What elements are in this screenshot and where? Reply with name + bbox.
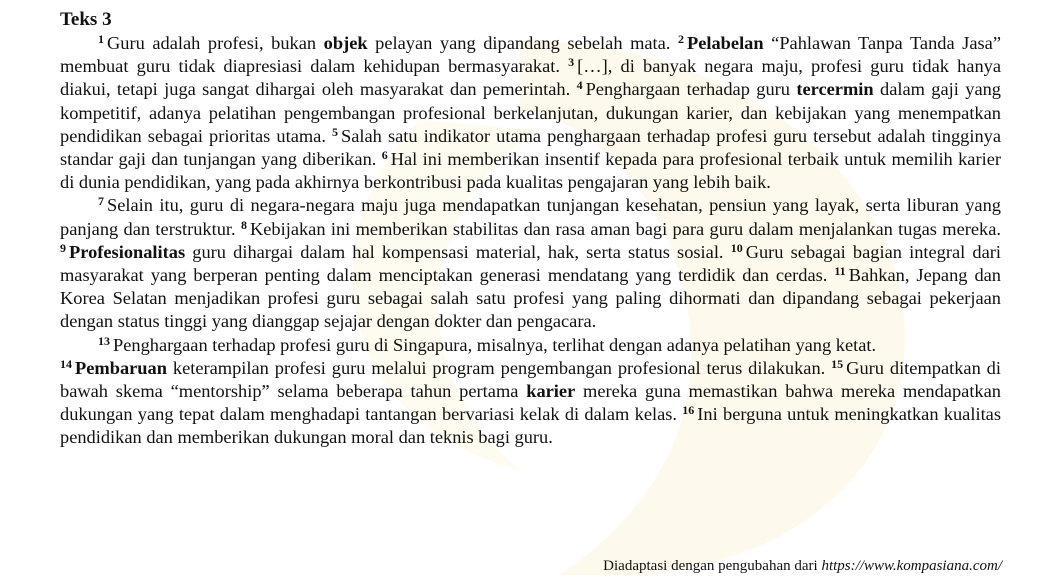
sentence-number: 3: [568, 55, 575, 70]
sentence-number: 4: [576, 78, 583, 93]
sentence-number: 11: [834, 264, 846, 279]
source-citation: [603, 556, 1002, 576]
sentence-text: […], di banyak negara maju, profesi guru tidak hanya diakui, tetapi juga sangat dihargai oleh masyarakat dan pemerintah.: [60, 56, 1002, 100]
sentence-text: Hal ini memberikan insentif kepada para profesional terbaik untuk memilih karier di dunia pendidikan, yang pada akhirnya berkontribusi pada kualitas pengajaran yang lebih baik.: [60, 149, 1001, 193]
sentence-text: Salah satu indikator utama penghargaan terhadap profesi guru tersebut adalah tingginya standar gaji dan tunjangan yang diberikan.: [60, 125, 1001, 170]
sentence-text: dalam gaji yang kompetitif, adanya pelatihan pengembangan profesional berkelanjutan, dukungan karier, dan kebijakan yang menempatkan pendidikan sebagai prioritas utama.: [60, 79, 1001, 146]
sentence-number: 2: [677, 32, 684, 46]
highlighted-word: tercermin: [796, 79, 874, 100]
sentence-number: 1: [98, 32, 104, 46]
sentence-number: 16: [682, 403, 695, 418]
sentence-text: keterampilan profesi guru melalui program pengembangan profesional terus dilakukan.: [166, 357, 832, 378]
highlighted-word: Pelabelan: [686, 33, 764, 53]
sentence-text: Penghargaan terhadap guru: [585, 79, 797, 100]
paragraph-3: [60, 334, 1001, 357]
sentence-number: 5: [332, 124, 339, 139]
sentence-text: Selain itu, guru di negara-negara maju juga mendapatkan tunjangan kesehatan, pensiun yang layak, serta liburan yang panjang dan terstruktur.: [60, 195, 1001, 239]
paragraph-1: [60, 32, 1001, 194]
text-title: Teks 3: [60, 9, 112, 30]
sentence-text: Kebijakan ini memberikan stabilitas dan rasa aman bagi para guru dalam menjalankan tugas mereka.: [249, 218, 1001, 239]
sentence-text: Penghargaan terhadap profesi guru di Singapura, misalnya, terlihat dengan adanya pelatihan yang ketat.: [113, 334, 877, 355]
sentence-text: mereka guna memastikan bahwa mereka mendapatkan dukungan yang tepat dalam menghadapi tantangan bervariasi kelak di dalam kelas.: [60, 381, 1001, 425]
sentence-text: Ini berguna untuk meningkatkan kualitas pendidikan dan memberikan dukungan moral dan teknis bagi guru.: [60, 404, 1001, 448]
sentence-number: 10: [730, 240, 743, 255]
highlighted-word: Profesionalitas: [69, 241, 186, 262]
sentence-number: 13: [98, 333, 110, 348]
highlighted-word: Pembaruan: [75, 357, 167, 378]
sentence-text: Guru sebagai bagian integral dari masyarakat yang berperan penting dalam menciptakan generasi mendatang yang terdidik dan cerdas.: [60, 241, 1001, 286]
sentence-text: Guru adalah profesi, bukan: [107, 33, 324, 53]
highlighted-word: karier: [526, 381, 576, 402]
sentence-number: 14: [60, 356, 72, 371]
sentence-number: 15: [831, 356, 844, 371]
document-body: [60, 8, 1001, 450]
sentence-number: 6: [381, 148, 388, 163]
sentence-text: Bahkan, Jepang dan Korea Selatan menjadikan profesi guru sebagai salah satu profesi yang paling dihormati dan dipandang sebagai pekerjaan dengan status tinggi yang dianggap sejajar dengan dokter dan pengacara.: [60, 265, 1001, 332]
sentence-text: “Pahlawan Tanpa Tanda Jasa” membuat guru tidak diapresiasi dalam kehidupan bermasyarakat.: [60, 33, 1001, 77]
sentence-text: guru dihargai dalam hal kompensasi material, hak, serta status sosial.: [185, 241, 731, 262]
sentence-number: 7: [98, 194, 104, 209]
source-prefix: Diadaptasi dengan pengubahan dari: [603, 558, 822, 574]
paragraph-2: [60, 194, 1001, 333]
source-url: https://www.kompasiana.com/: [821, 558, 1002, 574]
highlighted-word: objek: [323, 33, 368, 53]
sentence-number: 8: [240, 217, 247, 232]
paragraph-4: [60, 357, 1001, 450]
sentence-number: 9: [60, 240, 66, 255]
sentence-text: pelayan yang dipandang sebelah mata.: [367, 33, 678, 53]
sentence-text: Guru ditempatkan di bawah skema “mentorship” selama beberapa tahun pertama: [60, 357, 1001, 402]
